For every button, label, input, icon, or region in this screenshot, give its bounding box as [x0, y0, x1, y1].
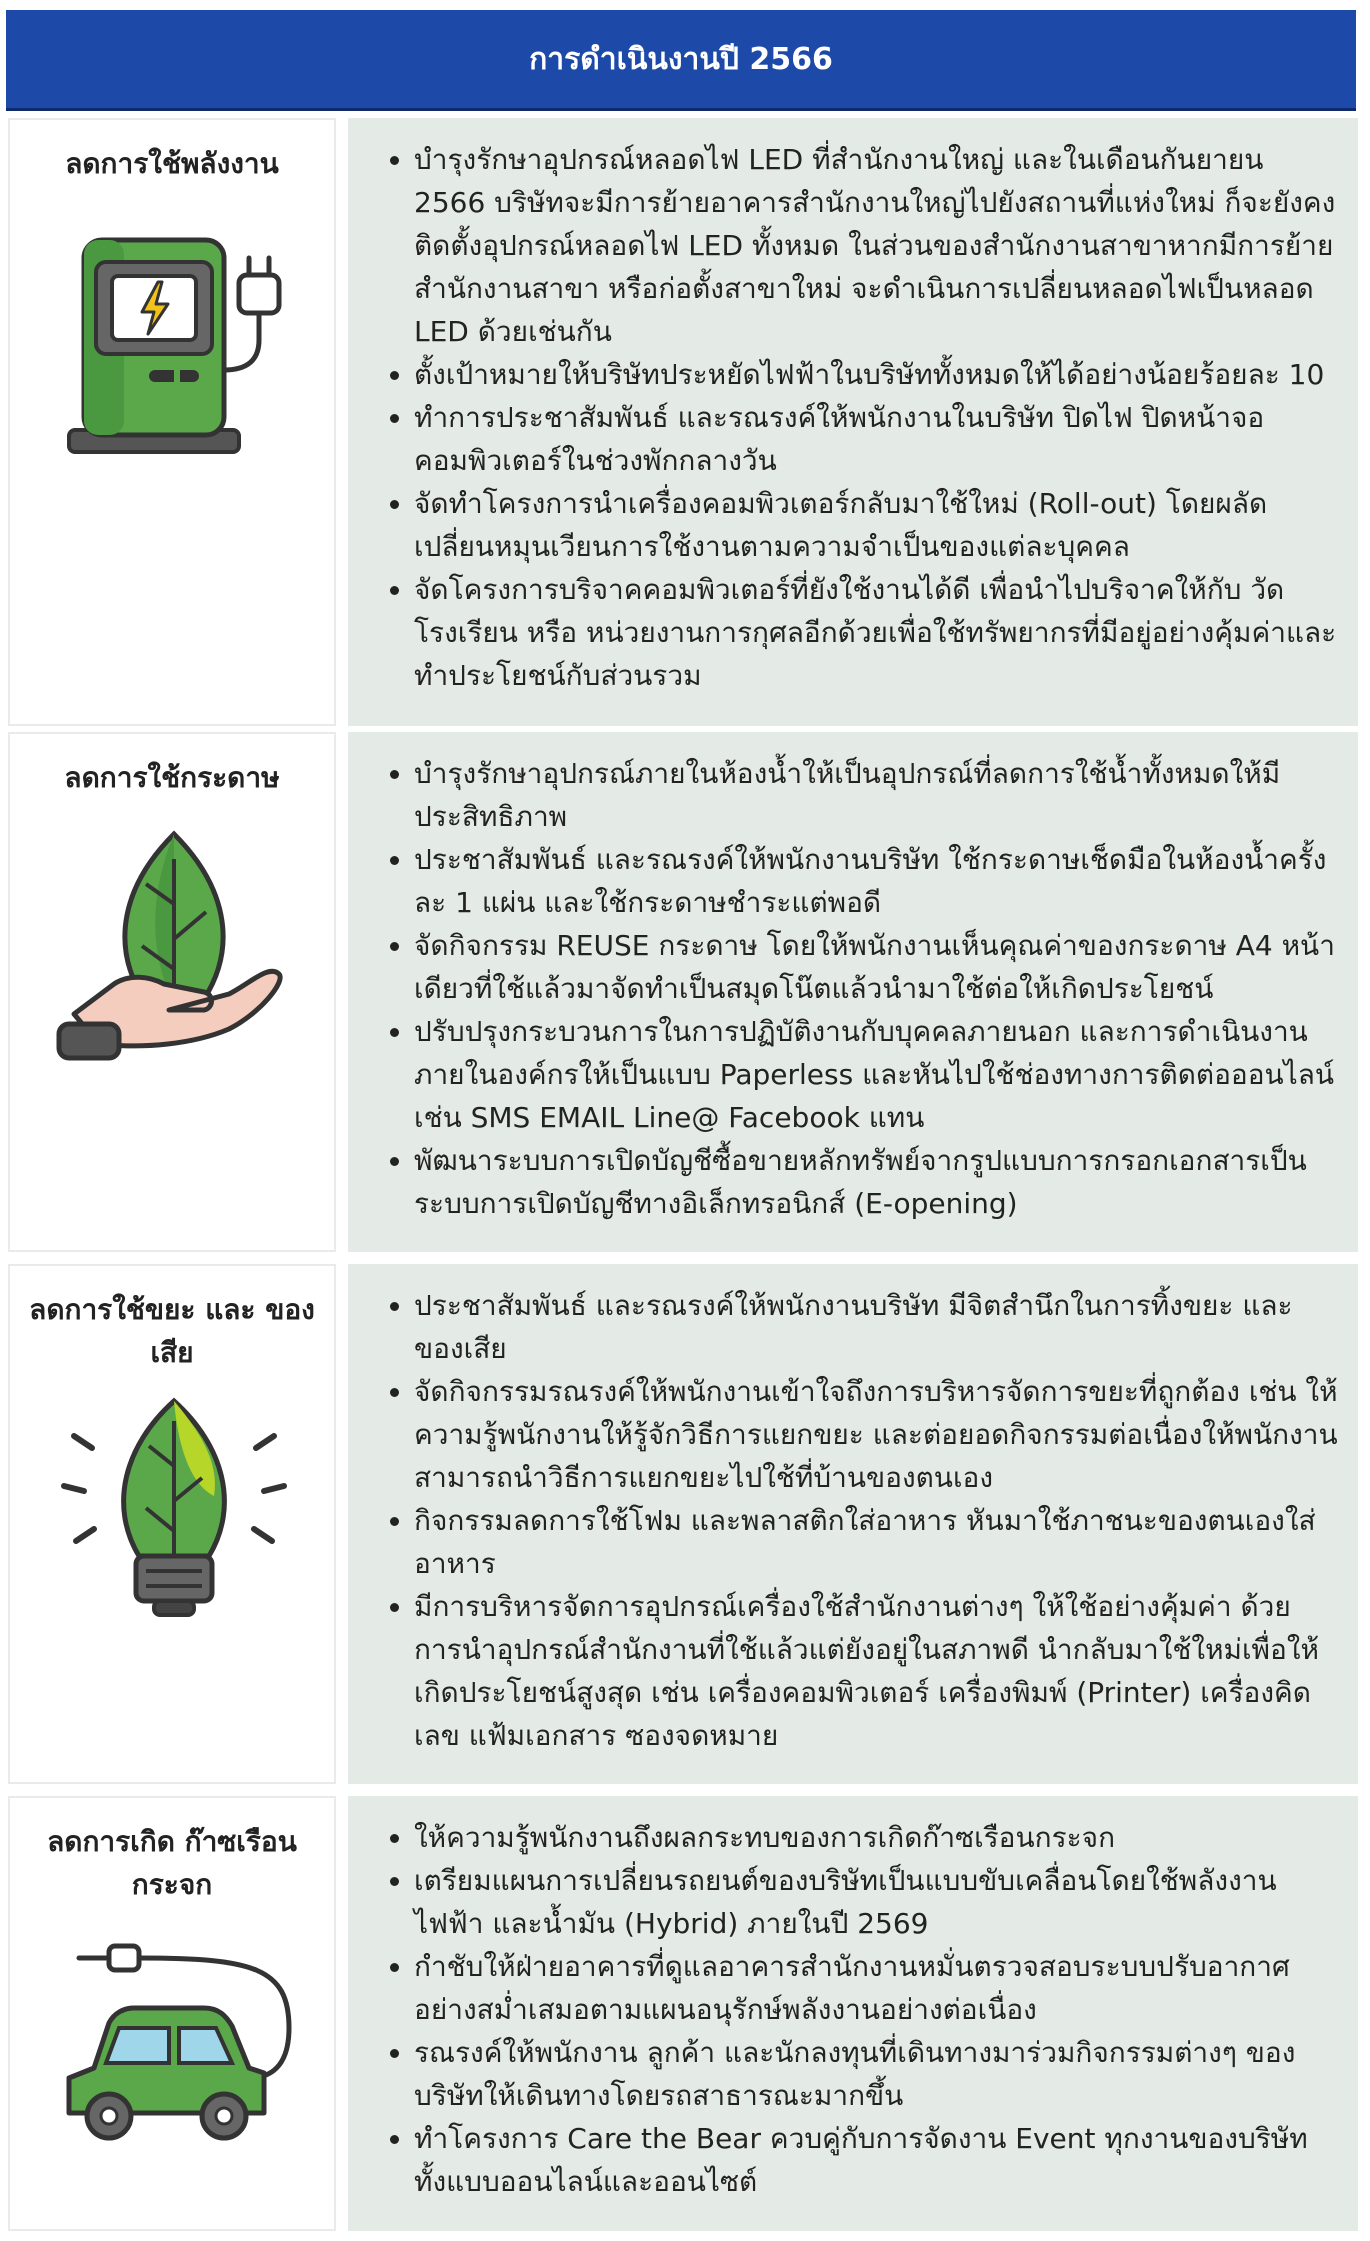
list-item: • จัดโครงการบริจาคคอมพิวเตอร์ที่ยังใช้งานได้ดี เพื่อนำไปบริจาคให้กับ วัด โรงเรียน หรือ หน่วยงานการกุศลอีกด้วยเพื่อใช้ทรัพยากรที่มีอยู่อย่างคุ้มค่าและทำประโยชน์กับส่วนรวม [414, 568, 1338, 697]
list-item: • มีการบริหารจัดการอุปกรณ์เครื่องใช้สำนักงานต่างๆ ให้ใช้อย่างคุ้มค่า ด้วยการนำอุปกรณ์สำนักงานที่ใช้แล้วแต่ยังอยู่ในสภาพดี นำกลับมาใช้ใหม่เพื่อให้เกิดประโยชน์สูงสุด เช่น เครื่องคอมพิวเตอร์ เครื่องพิมพ์ (Printer) เครื่องคิดเลข แฟ้มเอกสาร ซองจดหมาย [414, 1585, 1338, 1757]
section-paper-title: ลดการใช้กระดาษ [64, 761, 280, 794]
list-item: • จัดกิจกรรมรณรงค์ให้พนักงานเข้าใจถึงการบริหารจัดการขยะที่ถูกต้อง เช่น ให้ความรู้พนักงานให้รู้จักวิธีการแยกขยะ และต่อยอดกิจกรรมต่อเนื่องให้พนักงานสามารถนำวิธีการแยกขยะไปใช้ที่บ้านของตนเอง [414, 1370, 1338, 1499]
section-waste [8, 1264, 1358, 1784]
list-item: • บำรุงรักษาอุปกรณ์ภายในห้องน้ำให้เป็นอุปกรณ์ที่ลดการใช้น้ำทั้งหมดให้มีประสิทธิภาพ [414, 752, 1338, 838]
page-header [6, 10, 1356, 111]
section-energy [8, 118, 1358, 726]
list-item: • ทำการประชาสัมพันธ์ และรณรงค์ให้พนักงานในบริษัท ปิดไฟ ปิดหน้าจอคอมพิวเตอร์ในช่วงพักกลางวัน [414, 396, 1338, 482]
section-greenhouse-label-cell [8, 1796, 336, 2231]
section-energy-content [348, 118, 1358, 726]
section-greenhouse-list [368, 1816, 1338, 2203]
section-greenhouse-title: ลดการเกิด ก๊าซเรือนกระจก [47, 1825, 297, 1901]
list-item: • ทำโครงการ Care the Bear ควบคู่กับการจัดงาน Event ทุกงานของบริษัททั้งแบบออนไลน์และออนไซต์ [414, 2117, 1338, 2203]
section-greenhouse [8, 1796, 1358, 2231]
list-item: • จัดทำโครงการนำเครื่องคอมพิวเตอร์กลับมาใช้ใหม่ (Roll-out) โดยผลัดเปลี่ยนหมุนเวียนการใช้งานตามความจำเป็นของแต่ละบุคคล [414, 482, 1338, 568]
list-item: • ปรับปรุงกระบวนการในการปฏิบัติงานกับบุคคลภายนอก และการดำเนินงานภายในองค์กรให้เป็นแบบ Paperless และหันไปใช้ช่องทางการติดต่อออนไลน์ เช่น SMS EMAIL Line@ Facebook แทน [414, 1010, 1338, 1139]
list-item: • กิจกรรมลดการใช้โฟม และพลาสติกใส่อาหาร หันมาใช้ภาชนะของตนเองใส่อาหาร [414, 1499, 1338, 1585]
section-paper-content [348, 732, 1358, 1252]
section-energy-label-cell [8, 118, 336, 726]
section-greenhouse-content [348, 1796, 1358, 2231]
section-paper [8, 732, 1358, 1252]
list-item: • จัดกิจกรรม REUSE กระดาษ โดยให้พนักงานเห็นคุณค่าของกระดาษ A4 หน้าเดียวที่ใช้แล้วมาจัดทำเป็นสมุดโน๊ตแล้วนำมาใช้ต่อให้เกิดประโยชน์ [414, 924, 1338, 1010]
section-waste-content [348, 1264, 1358, 1784]
list-item: • ประชาสัมพันธ์ และรณรงค์ให้พนักงานบริษัท มีจิตสำนึกในการทิ้งขยะ และของเสีย [414, 1284, 1338, 1370]
list-item: • พัฒนาระบบการเปิดบัญชีซื้อขายหลักทรัพย์จากรูปแบบการกรอกเอกสารเป็นระบบการเปิดบัญชีทางอิเล็กทรอนิกส์ (E-opening) [414, 1139, 1338, 1225]
list-item: • ตั้งเป้าหมายให้บริษัทประหยัดไฟฟ้าในบริษัททั้งหมดให้ได้อย่างน้อยร้อยละ 10 [414, 353, 1338, 396]
electric-car-icon [54, 1928, 294, 2168]
list-item: • ประชาสัมพันธ์ และรณรงค์ให้พนักงานบริษัท ใช้กระดาษเช็ดมือในห้องน้ำครั้งละ 1 แผ่น และใช้กระดาษชำระแต่พอดี [414, 838, 1338, 924]
list-item: • กำชับให้ฝ่ายอาคารที่ดูแลอาคารสำนักงานหมั่นตรวจสอบระบบปรับอากาศอย่างสม่ำเสมอตามแผนอนุรักษ์พลังงานอย่างต่อเนื่อง [414, 1945, 1338, 2031]
list-item: • รณรงค์ให้พนักงาน ลูกค้า และนักลงทุนที่เดินทางมาร่วมกิจกรรมต่างๆ ของบริษัทให้เดินทางโดยรถสาธารณะมากขึ้น [414, 2031, 1338, 2117]
section-paper-label-cell [8, 732, 336, 1252]
section-waste-list [368, 1284, 1338, 1757]
section-waste-title: ลดการใช้ขยะ และ ของเสีย [29, 1293, 315, 1369]
section-waste-label-cell [8, 1264, 336, 1784]
list-item: • บำรุงรักษาอุปกรณ์หลอดไฟ LED ที่สำนักงานใหญ่ และในเดือนกันยายน 2566 บริษัทจะมีการย้ายอาคารสำนักงานใหญ่ไปยังสถานที่แห่งใหม่ ก็จะยังคงติดตั้งอุปกรณ์หลอดไฟ LED ทั้งหมด ในส่วนของสำนักงานสาขาหากมีการย้ายสำนักงานสาขา หรือก่อตั้งสาขาใหม่ จะดำเนินการเปลี่ยนหลอดไฟเป็นหลอด LED ด้วยเช่นกัน [414, 138, 1338, 353]
section-energy-list [368, 138, 1338, 697]
section-energy-title: ลดการใช้พลังงาน [65, 147, 279, 180]
page-title: การดำเนินงานปี 2566 [529, 41, 833, 77]
leaf-hand-icon [54, 824, 294, 1064]
leaf-bulb-icon [54, 1396, 294, 1636]
list-item: • ให้ความรู้พนักงานถึงผลกระทบของการเกิดก๊าซเรือนกระจก [414, 1816, 1338, 1859]
section-paper-list [368, 752, 1338, 1225]
list-item: • เตรียมแผนการเปลี่ยนรถยนต์ของบริษัทเป็นแบบขับเคลื่อนโดยใช้พลังงานไฟฟ้า และน้ำมัน (Hybrid) ภายในปี 2569 [414, 1859, 1338, 1945]
ev-charger-icon [54, 220, 294, 460]
